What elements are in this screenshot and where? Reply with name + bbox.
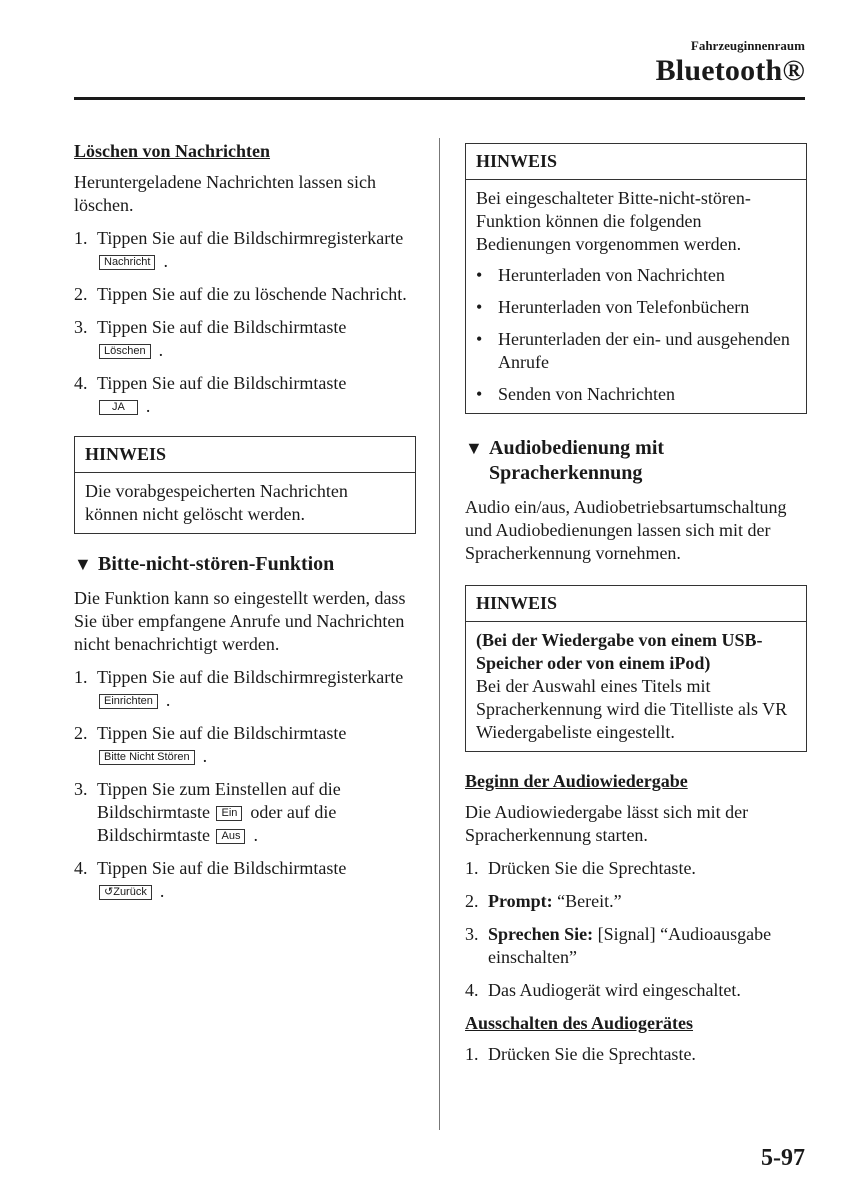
step-text: Tippen Sie auf die Bildschirmtaste JA . bbox=[97, 373, 347, 416]
step-number: 4. bbox=[74, 373, 88, 393]
list-item bbox=[74, 666, 416, 712]
step-text: Drücken Sie die Sprechtaste. bbox=[488, 858, 696, 878]
step-text: Prompt: “Bereit.” bbox=[488, 891, 622, 911]
list-item: • Senden von Nachrichten bbox=[476, 384, 675, 404]
step-number: 2. bbox=[74, 723, 88, 743]
list-item bbox=[465, 923, 807, 969]
dnd-steps-list bbox=[74, 666, 416, 903]
dnd-heading: ▼ Bitte-nicht-stören-Funktion bbox=[74, 553, 335, 575]
list-item bbox=[74, 372, 416, 418]
list-item bbox=[74, 722, 416, 768]
loeschen-button: Löschen bbox=[99, 344, 151, 359]
step-number: 3. bbox=[74, 317, 88, 337]
list-item bbox=[74, 316, 416, 362]
column-divider bbox=[439, 138, 440, 1130]
aus-button: Aus bbox=[216, 829, 245, 844]
note-body bbox=[466, 622, 806, 751]
step-number: 1. bbox=[465, 858, 479, 878]
list-item: • Herunterladen von Nachrichten bbox=[476, 265, 725, 285]
step-number: 1. bbox=[74, 228, 88, 248]
step-text: Tippen Sie auf die Bildschirmregisterkarte Einrichten . bbox=[97, 667, 404, 710]
step-text: Tippen Sie auf die zu löschende Nachricht. bbox=[97, 284, 407, 304]
start-steps-list bbox=[465, 857, 807, 1002]
audio-intro: Audio ein/aus, Audiobetriebsartumschaltung und Audiobedienungen lassen sich mit der Spracherkennung vornehmen. bbox=[465, 497, 787, 563]
note-body bbox=[466, 180, 806, 413]
header-rule bbox=[74, 97, 805, 100]
step-number: 2. bbox=[74, 284, 88, 304]
page-number: 5-97 bbox=[761, 1145, 805, 1171]
einrichten-button: Einrichten bbox=[99, 694, 158, 709]
list-item bbox=[465, 857, 807, 880]
ein-button: Ein bbox=[216, 806, 242, 821]
step-text: Das Audiogerät wird eingeschaltet. bbox=[488, 980, 741, 1000]
step-text: Tippen Sie zum Einstellen auf die Bildschirmtaste Ein oder auf die Bildschirmtaste Aus . bbox=[97, 779, 341, 845]
list-item bbox=[74, 283, 416, 306]
step-number: 4. bbox=[74, 858, 88, 878]
note-heading: HINWEIS bbox=[466, 586, 806, 622]
bullet-icon: • bbox=[476, 297, 483, 317]
right-column bbox=[465, 140, 807, 1076]
step-text: Tippen Sie auf die Bildschirmtaste Löschen . bbox=[97, 317, 347, 360]
note-intro: Bei eingeschalteter Bitte-nicht-stören-Funktion können die folgenden Bedienungen vorgenommen werden. bbox=[476, 188, 751, 254]
step-text: Sprechen Sie: [Signal] “Audioausgabe einschalten” bbox=[488, 924, 772, 967]
zurueck-button: ↺Zurück bbox=[99, 885, 152, 900]
note-box bbox=[465, 585, 807, 752]
step-number: 1. bbox=[74, 667, 88, 687]
nachricht-button: Nachricht bbox=[99, 255, 155, 270]
start-audio-heading: Beginn der Audiowiedergabe bbox=[465, 771, 688, 791]
page-title: Bluetooth® bbox=[655, 54, 805, 87]
start-audio-intro: Die Audiowiedergabe lässt sich mit der Spracherkennung starten. bbox=[465, 802, 749, 845]
step-number: 1. bbox=[465, 1044, 479, 1064]
list-item: • Herunterladen der ein- und ausgehenden Anrufe bbox=[476, 329, 790, 372]
note-box bbox=[74, 436, 416, 534]
step-text: Drücken Sie die Sprechtaste. bbox=[488, 1044, 696, 1064]
note-heading: HINWEIS bbox=[466, 144, 806, 180]
list-item bbox=[465, 979, 807, 1002]
bitte-nicht-stoeren-button: Bitte Nicht Stören bbox=[99, 750, 195, 765]
stop-audio-heading: Ausschalten des Audiogerätes bbox=[465, 1013, 694, 1033]
bullet-icon: • bbox=[476, 265, 483, 285]
delete-steps-list bbox=[74, 227, 416, 418]
list-item: • Herunterladen von Telefonbüchern bbox=[476, 297, 750, 317]
note-text: Bei der Auswahl eines Titels mit Spracherkennung wird die Titelliste als VR Wiedergabeliste eingestellt. bbox=[476, 676, 788, 742]
bullet-icon: • bbox=[476, 384, 483, 404]
audio-heading: ▼ Audiobedienung mit Spracherkennung bbox=[465, 437, 665, 484]
delete-messages-heading: Löschen von Nachrichten bbox=[74, 141, 271, 161]
triangle-down-icon: ▼ bbox=[465, 438, 483, 458]
note-bold-text: (Bei der Wiedergabe von einem USB-Speicher oder von einem iPod) bbox=[476, 630, 763, 673]
section-name: Fahrzeuginnenraum bbox=[690, 38, 805, 53]
list-item bbox=[74, 778, 416, 847]
left-column bbox=[74, 140, 416, 913]
step-text: Tippen Sie auf die Bildschirmtaste ↺Zurück . bbox=[97, 858, 347, 901]
step-text: Tippen Sie auf die Bildschirmtaste Bitte Nicht Stören . bbox=[97, 723, 347, 766]
step-number: 2. bbox=[465, 891, 479, 911]
step-number: 3. bbox=[465, 924, 479, 944]
note-body: Die vorabgespeicherten Nachrichten können nicht gelöscht werden. bbox=[85, 481, 348, 524]
note-box bbox=[465, 143, 807, 414]
list-item bbox=[74, 857, 416, 903]
step-number: 3. bbox=[74, 779, 88, 799]
list-item bbox=[74, 227, 416, 273]
dnd-intro: Die Funktion kann so eingestellt werden, dass Sie über empfangene Anrufe und Nachrichten nicht benachrichtigt werden. bbox=[74, 588, 406, 654]
list-item bbox=[465, 890, 807, 913]
note-heading: HINWEIS bbox=[75, 437, 415, 473]
step-number: 4. bbox=[465, 980, 479, 1000]
triangle-down-icon: ▼ bbox=[74, 554, 92, 574]
delete-messages-intro: Heruntergeladene Nachrichten lassen sich löschen. bbox=[74, 172, 377, 215]
step-text: Tippen Sie auf die Bildschirmregisterkarte Nachricht . bbox=[97, 228, 404, 271]
back-arrow-icon: ↺ bbox=[104, 886, 114, 898]
stop-steps-list bbox=[465, 1043, 807, 1066]
bullet-icon: • bbox=[476, 329, 483, 349]
list-item bbox=[465, 1043, 807, 1066]
bullet-list bbox=[476, 264, 796, 406]
ja-button: JA bbox=[99, 400, 138, 415]
